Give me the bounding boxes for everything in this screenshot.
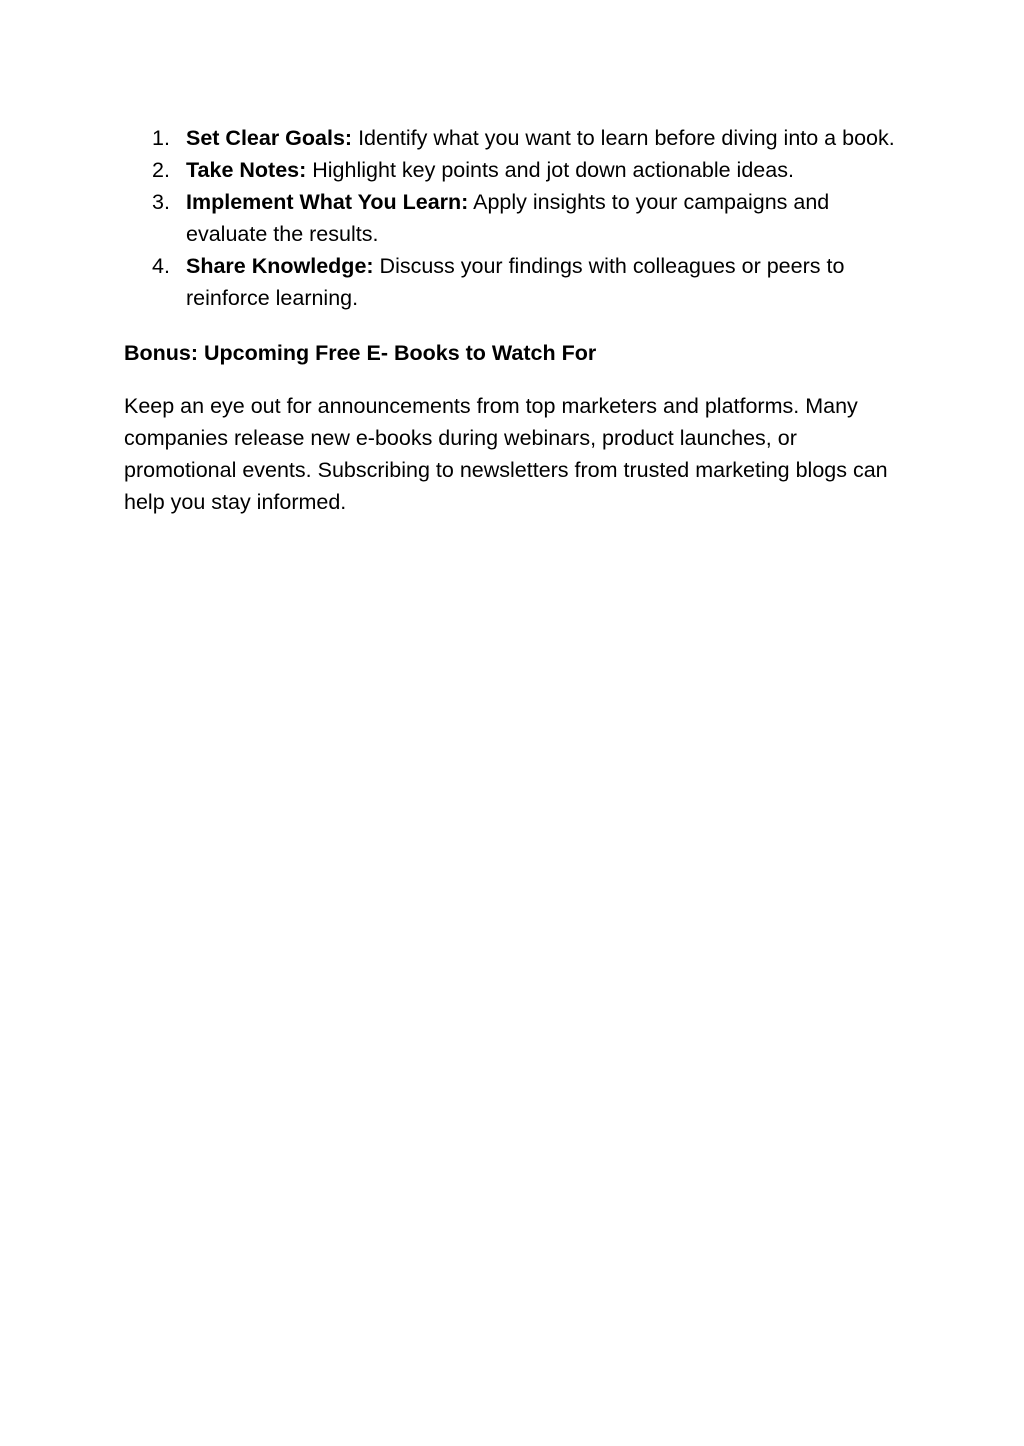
list-item-text: Highlight key points and jot down actionable ideas.	[306, 158, 794, 182]
numbered-list	[124, 122, 904, 314]
list-item-text: Discuss your findings with colleagues or peers to reinforce learning.	[186, 254, 845, 310]
list-item-title: Set Clear Goals:	[186, 126, 353, 150]
list-item-number: 4.	[152, 254, 170, 278]
list-item-number: 3.	[152, 190, 170, 214]
list-item-number: 2.	[152, 158, 170, 182]
list-item-title: Share Knowledge:	[186, 254, 374, 278]
bonus-paragraph: Keep an eye out for announcements from top marketers and platforms. Many companies release new e-books during webinars, product launches, or promotional events. Subscribing to newsletters from trusted marketing blogs can help you stay informed.	[124, 394, 888, 514]
list-item-number: 1.	[152, 126, 170, 150]
list-item	[124, 186, 904, 250]
list-item-title: Take Notes:	[186, 158, 307, 182]
bonus-heading: Bonus: Upcoming Free E- Books to Watch For	[124, 341, 597, 365]
list-item-title: Implement What You Learn:	[186, 190, 469, 214]
list-item-text: Identify what you want to learn before diving into a book.	[352, 126, 895, 150]
list-item	[124, 250, 904, 314]
list-item-text: Apply insights to your campaigns and evaluate the results.	[186, 190, 830, 246]
list-item	[124, 122, 904, 154]
list-item	[124, 154, 904, 186]
document-page	[124, 122, 904, 518]
